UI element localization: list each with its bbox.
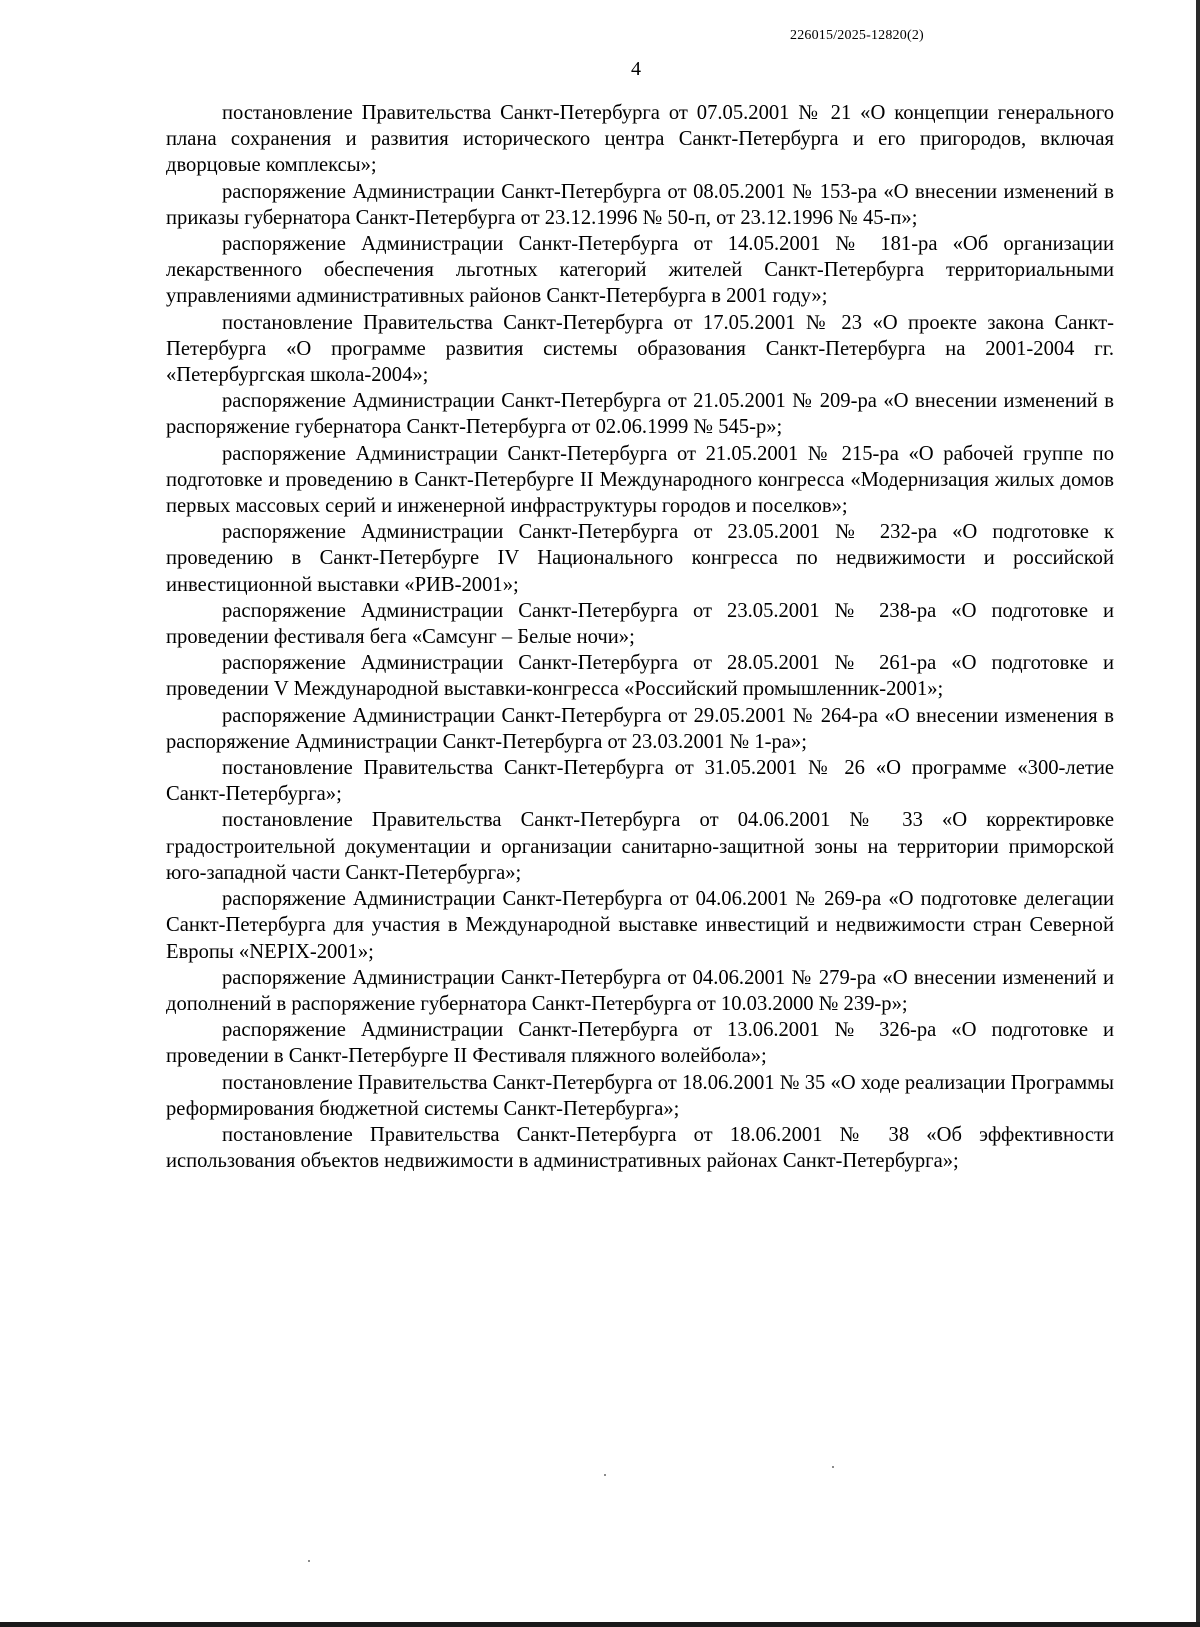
list-item: распоряжение Администрации Санкт-Петербурга от 21.05.2001 № 215-ра «О рабочей группе по подготовке и проведению в Санкт-Петербурге II Международного конгресса «Модернизация жилых домов первых массовых серий и инженерной инфраструктуры городов и поселков»;	[166, 442, 1114, 518]
list-item: постановление Правительства Санкт-Петербурга от 18.06.2001 № 38 «Об эффективности использования объектов недвижимости в административных районах Санкт-Петербурга»;	[166, 1123, 1114, 1173]
list-item: распоряжение Администрации Санкт-Петербурга от 04.06.2001 № 269-ра «О подготовке делегации Санкт-Петербурга для участия в Международной выставке инвестиций и недвижимости стран Северной Европы «NEPIX-2001»;	[166, 888, 1114, 963]
scan-speck	[308, 1560, 310, 1562]
list-item: распоряжение Администрации Санкт-Петербурга от 04.06.2001 № 279-ра «О внесении изменений и дополнений в распоряжение губернатора Санкт-Петербурга от 10.03.2000 № 239-р»;	[166, 966, 1114, 1015]
list-item: распоряжение Администрации Санкт-Петербурга от 23.05.2001 № 238-ра «О подготовке и проведении фестиваля бега «Самсунг – Белые ночи»;	[166, 599, 1114, 649]
scan-border	[0, 1622, 1200, 1627]
document-body	[166, 100, 1114, 1174]
scan-speck	[832, 1466, 834, 1468]
list-item: постановление Правительства Санкт-Петербурга от 17.05.2001 № 23 «О проекте закона Санкт-Петербурга «О программе развития системы образования Санкт-Петербурга на 2001-2004 гг. «Петербургская школа-2004»;	[166, 311, 1114, 387]
document-id: 226015/2025-12820(2)	[790, 28, 924, 43]
list-item: распоряжение Администрации Санкт-Петербурга от 28.05.2001 № 261-ра «О подготовке и проведении V Международной выставки-конгресса «Российский промышленник-2001»;	[166, 652, 1114, 701]
page-number: 4	[631, 58, 641, 80]
scan-edge	[1196, 0, 1200, 1627]
list-item: распоряжение Администрации Санкт-Петербурга от 21.05.2001 № 209-ра «О внесении изменений в распоряжение губернатора Санкт-Петербурга от 02.06.1999 № 545-р»;	[166, 390, 1114, 439]
list-item: распоряжение Администрации Санкт-Петербурга от 08.05.2001 № 153-ра «О внесении изменений в приказы губернатора Санкт-Петербурга от 23.12.1996 № 50-п, от 23.12.1996 № 45-п»;	[166, 180, 1114, 229]
list-item: распоряжение Администрации Санкт-Петербурга от 14.05.2001 № 181-ра «Об организации лекарственного обеспечения льготных категорий жителей Санкт-Петербурга территориальными управлениями административных районов Санкт-Петербурга в 2001 году»;	[166, 233, 1114, 308]
list-item: распоряжение Администрации Санкт-Петербурга от 29.05.2001 № 264-ра «О внесении изменения в распоряжение Администрации Санкт-Петербурга от 23.03.2001 № 1-ра»;	[166, 704, 1114, 753]
list-item: распоряжение Администрации Санкт-Петербурга от 13.06.2001 № 326-ра «О подготовке и проведении в Санкт-Петербурге II Фестиваля пляжного волейбола»;	[166, 1019, 1114, 1068]
list-item: постановление Правительства Санкт-Петербурга от 04.06.2001 № 33 «О корректировке градостроительной документации и организации санитарно-защитной зоны на территории приморской юго-западной части Санкт-Петербурга»;	[166, 809, 1114, 884]
list-item: постановление Правительства Санкт-Петербурга от 31.05.2001 № 26 «О программе «300-летие Санкт-Петербурга»;	[166, 757, 1114, 806]
scan-speck	[604, 1474, 606, 1476]
list-item: постановление Правительства Санкт-Петербурга от 07.05.2001 № 21 «О концепции генерального плана сохранения и развития исторического центра Санкт-Петербурга и его пригородов, включая дворцовые комплексы»;	[166, 102, 1114, 177]
list-item: постановление Правительства Санкт-Петербурга от 18.06.2001 № 35 «О ходе реализации Программы реформирования бюджетной системы Санкт-Петербурга»;	[166, 1071, 1114, 1120]
list-item: распоряжение Администрации Санкт-Петербурга от 23.05.2001 № 232-ра «О подготовке к проведению в Санкт-Петербурге IV Национального конгресса по недвижимости и российской инвестиционной выставки «РИВ-2001»;	[166, 521, 1114, 596]
